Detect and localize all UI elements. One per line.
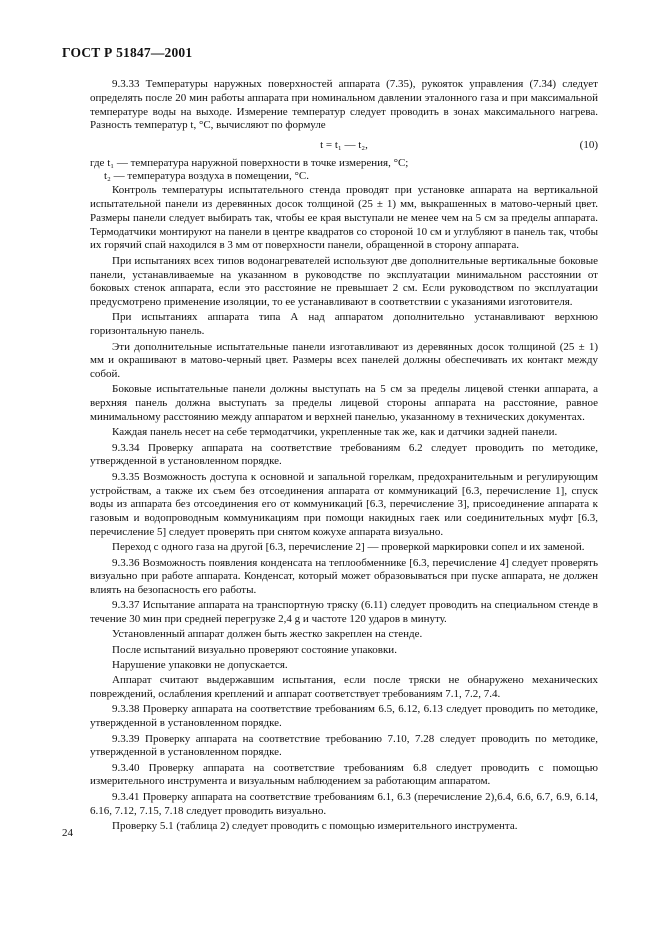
formula-number: (10) (579, 138, 598, 151)
paragraph: При испытаниях аппарата типа А над аппаратом дополнительно устанавливают верхнюю горизонтальную панель. (90, 311, 598, 338)
where-line-2: t₂ — температура воздуха в помещении, °C. (104, 170, 310, 183)
paragraph: 9.3.35 Возможность доступа к основной и запальной горелкам, предохранительным и регулирующим устройствам, а также их съем без отсоединения аппарата от коммуникаций [6.3, перечисление 1], спуск воды из аппарата без отсоединения его от коммуникаций [6.3, перечисление 3], присоединение аппарата к газовым и водопроводным коммуникациям при помощи накидных гаек или соединительных муфт [6.3, перечисление 5] следует проверять при снятом кожухе аппарата визуально. (90, 470, 598, 538)
paragraph: 9.3.38 Проверку аппарата на соответствие требованиям 6.5, 6.12, 6.13 следует проводить по методике, утвержденной в установленном порядке. (90, 703, 598, 730)
paragraph: 9.3.39 Проверку аппарата на соответствие требованию 7.10, 7.28 следует проводить по методике, утвержденной в установленном порядке. (90, 732, 598, 759)
page-number: 24 (62, 827, 73, 839)
formula-expression: t = t₁ — t₂, (320, 138, 368, 151)
paragraph-list (90, 184, 598, 833)
paragraph: Установленный аппарат должен быть жестко закреплен на стенде. (112, 628, 423, 641)
paragraph: Аппарат считают выдержавшим испытания, если после тряски не обнаружено механических повреждений, ослабления креплений и аппарат соответствует требованиям 7.1, 7.2, 7.4. (90, 674, 598, 701)
paragraph: Каждая панель несет на себе термодатчики, укрепленные так же, как и датчики задней панели. (112, 426, 558, 439)
paragraph: Контроль температуры испытательного стенда проводят при установке аппарата на вертикальной испытательной панели из деревянных досок толщиной (25 ± 1) мм, выкрашенных в матово-черный цвет. Размеры панели следует выбирать так, чтобы ее края выступали не менее чем на 5 см за пределы аппарата. Термодатчики монтируют на панели в центре квадратов со стороной 10 см и углубляют в панель так, чтобы их горячий спай находился в 3 мм от поверхности панели, обращенной в сторону аппарата. (90, 184, 598, 252)
formula-10 (90, 135, 598, 157)
paragraph: После испытаний визуально проверяют состояние упаковки. (112, 643, 397, 656)
where-line-1: где t₁ — температура наружной поверхности в точке измерения, °C; (90, 156, 409, 169)
paragraph: 9.3.34 Проверку аппарата на соответствие требованиям 6.2 следует проводить по методике, утвержденной в установленном порядке. (90, 441, 598, 468)
paragraph-9-3-33: 9.3.33 Температуры наружных поверхностей аппарата (7.35), рукояток управления (7.34) следует определять после 20 мин работы аппарата при номинальном давлении эталонного газа и при максимальной температуре воды на выходе. Измерение температур следует проводить в зонах максимального нагрева. Разность температур t, °C, вычисляют по формуле (90, 78, 598, 132)
paragraph: 9.3.41 Проверку аппарата на соответствие требованиям 6.1, 6.3 (перечисление 2),6.4, 6.6, 6.7, 6.9, 6.14, 6.16, 7.12, 7.15, 7.18 следует проводить визуально. (90, 790, 598, 817)
paragraph: 9.3.36 Возможность появления конденсата на теплообменнике [6.3, перечисление 4] следует проверять визуально при работе аппарата. Конденсат, который может образовываться при пуске аппарата, не должен влиять на безопасность его работы. (90, 556, 598, 597)
paragraph: 9.3.40 Проверку аппарата на соответствие требованиям 6.8 следует проводить с помощью измерительного инструмента и визуальным наблюдением за работающим аппаратом. (90, 761, 598, 788)
document-body (90, 78, 598, 835)
paragraph: Проверку 5.1 (таблица 2) следует проводить с помощью измерительного инструмента. (112, 819, 518, 832)
paragraph: Боковые испытательные панели должны выступать на 5 см за пределы лицевой стенки аппарата, а верхняя панель должна выступать за пределы лицевой стороны аппарата на расстояние, равное минимальному расстоянию между аппаратом и верхней панелью, указанному в технических документах. (90, 383, 598, 424)
paragraph: Переход с одного газа на другой [6.3, перечисление 2] — проверкой маркировки сопел и их заменой. (112, 541, 585, 554)
paragraph: Нарушение упаковки не допускается. (112, 659, 288, 672)
paragraph: Эти дополнительные испытательные панели изготавливают из деревянных досок толщиной (25 ± 1) мм и окрашивают в матово-черный цвет. Размеры всех панелей должны обеспечивать их контакт между собой. (90, 340, 598, 381)
paragraph: 9.3.37 Испытание аппарата на транспортную тряску (6.11) следует проводить на специальном стенде в течение 30 мин при средней перегрузке 2,4 g и частоте 120 ударов в минуту. (90, 599, 598, 626)
document-header: ГОСТ Р 51847—2001 (62, 45, 193, 60)
paragraph: При испытаниях всех типов водонагревателей используют две дополнительные вертикальные боковые панели, устанавливаемые на указанном в руководстве по эксплуатации минимальном расстоянии от боковых стенок аппарата, если это расстояние не превышает 2 см. Если руководством по эксплуатации предусмотрено применение изоляции, то ее устанавливают в соответствии с указаниями изготовителя. (90, 254, 598, 309)
